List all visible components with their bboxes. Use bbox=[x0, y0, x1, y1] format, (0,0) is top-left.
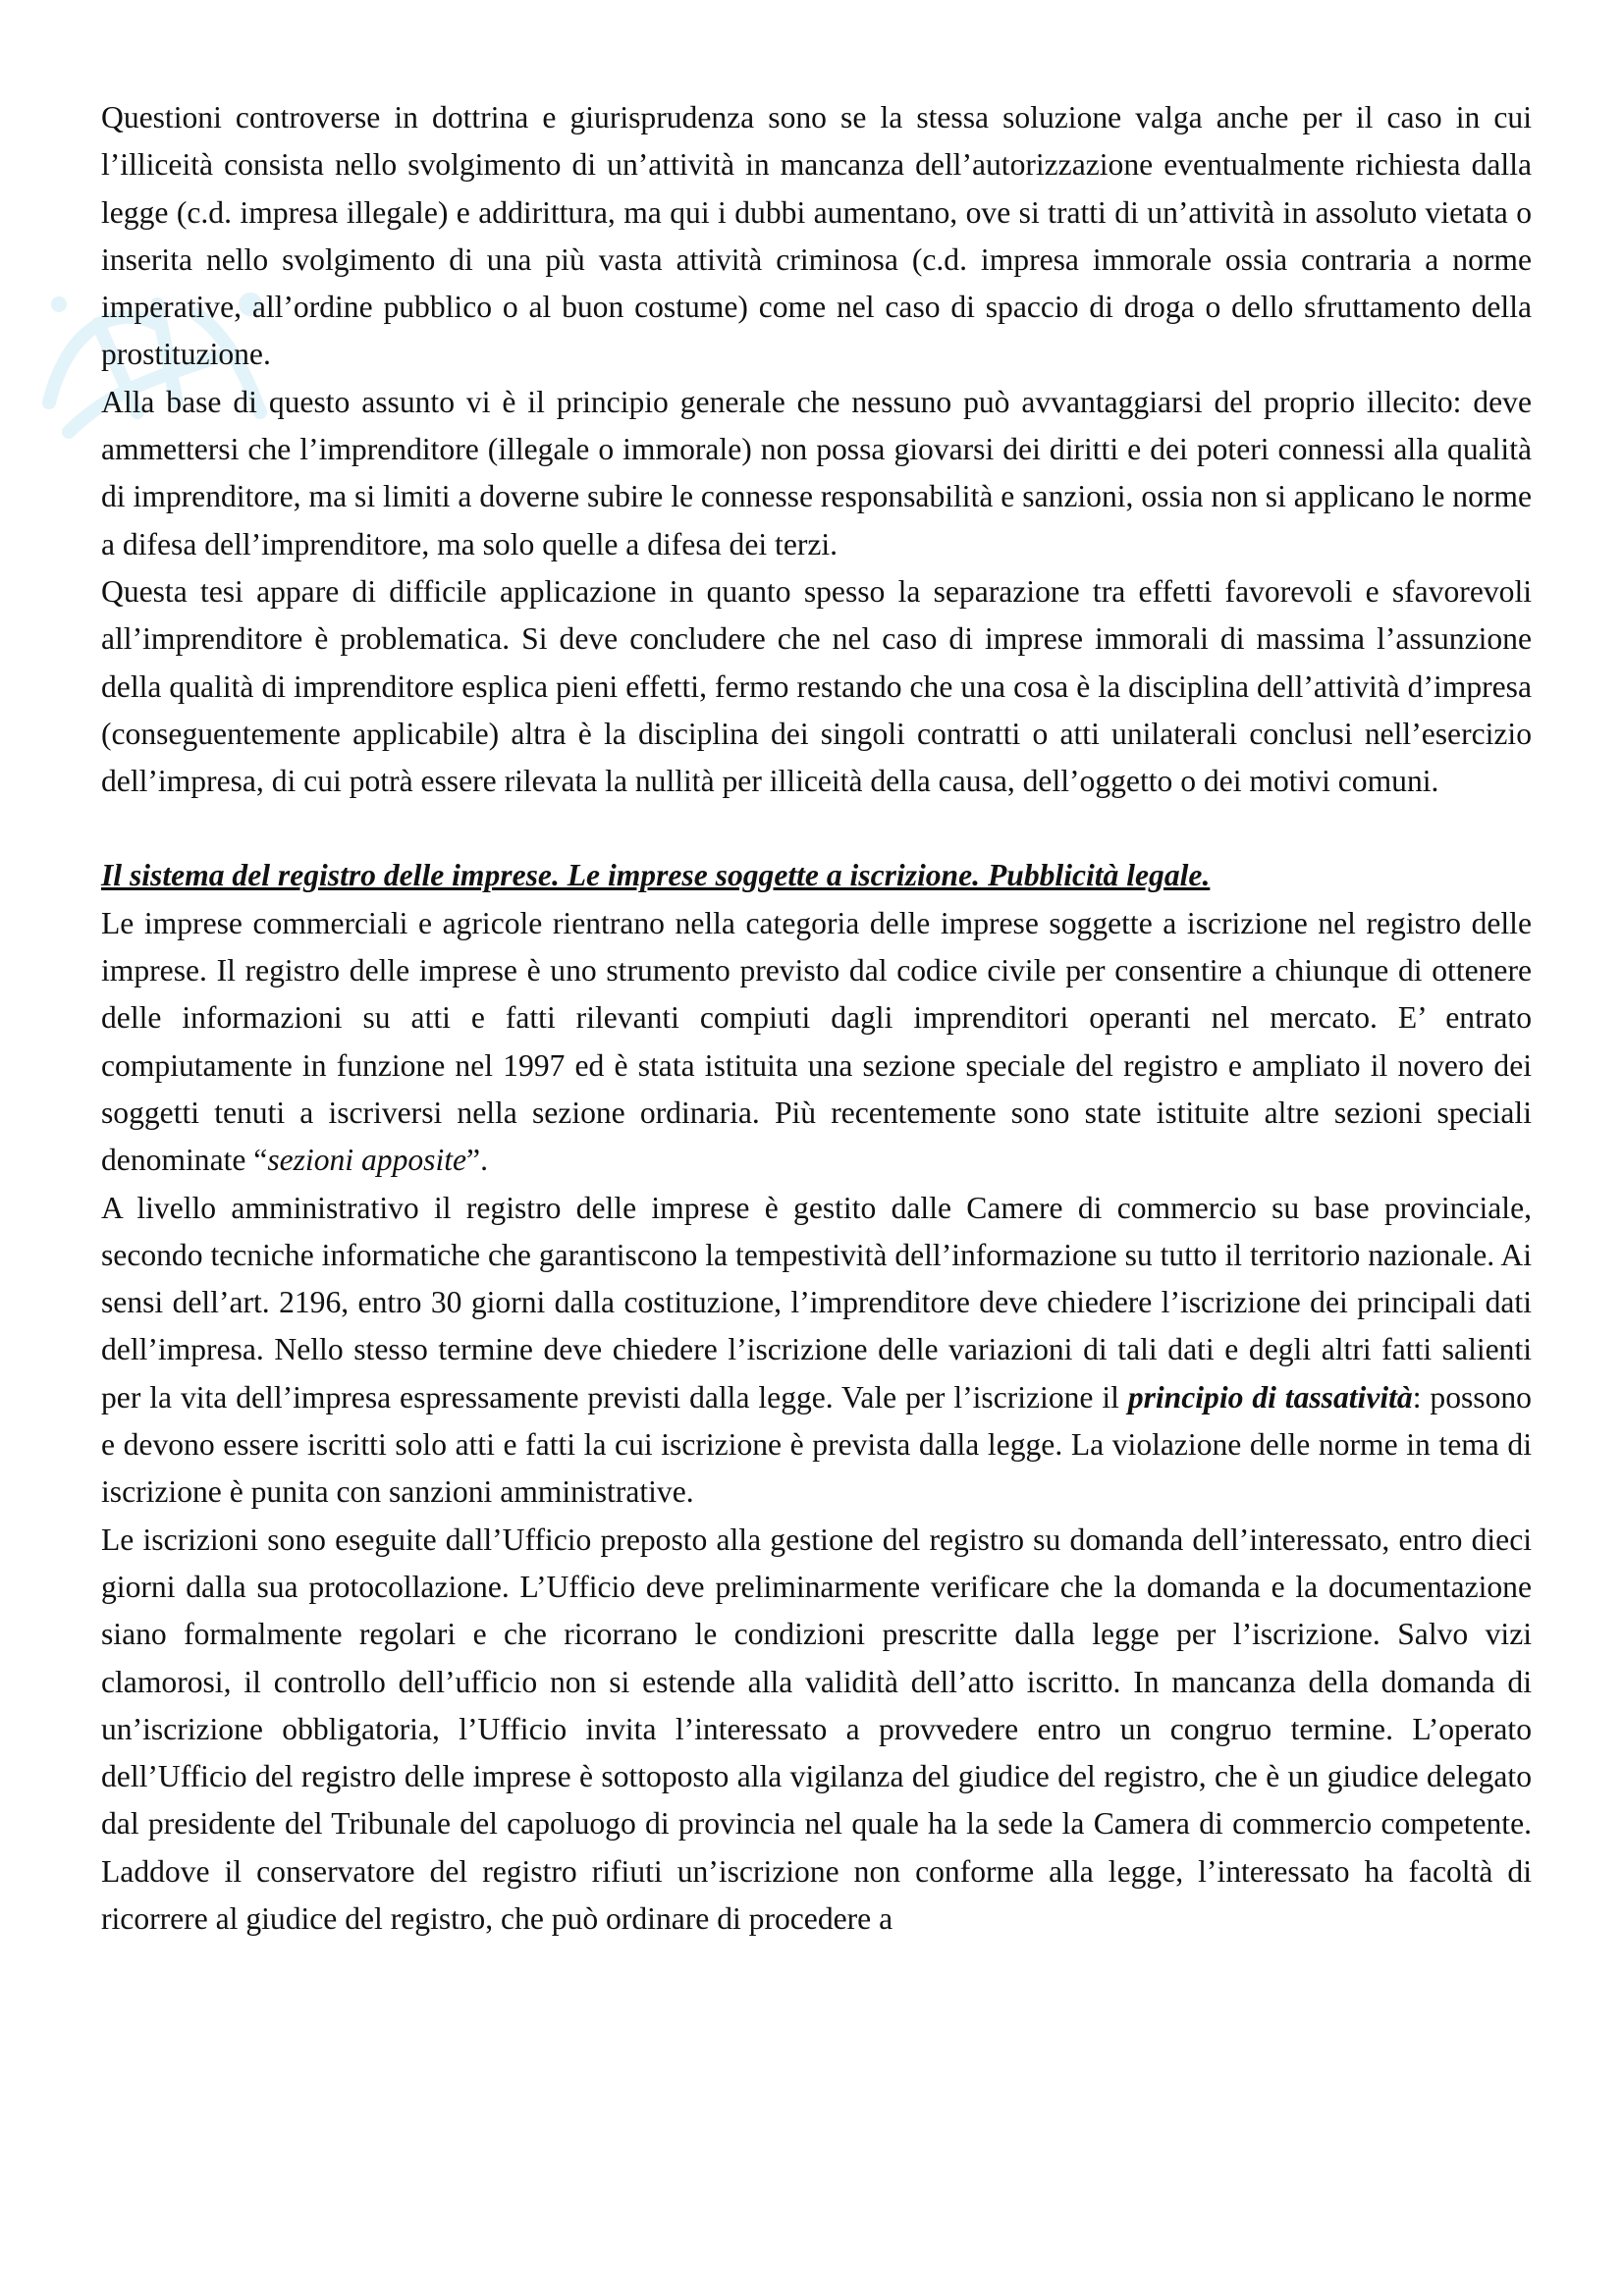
section-paragraph-1-text: Le imprese commerciali e agricole rientrano nella categoria delle imprese soggette a iscrizione nel registro delle imprese. Il registro delle imprese è uno strumento previsto dal codice civile per consentire a chiunque di ottenere delle informazioni su atti e fatti rilevanti compiuti dagli imprenditori operanti nel mercato. E’ entrato compiutamente in funzione nel 1997 ed è stata istituita una sezione speciale del registro e ampliato il novero dei soggetti tenuti a iscriversi nella sezione ordinaria. Più recentemente sono state istituite altre sezioni speciali denominate “ bbox=[101, 905, 1532, 1178]
section-paragraph-2-emphasis: principio di tassatività bbox=[1127, 1379, 1413, 1415]
section-paragraph-1-end: ”. bbox=[466, 1143, 488, 1178]
section-paragraph-3: Le iscrizioni sono eseguite dall’Ufficio preposto alla gestione del registro su domanda dell’interessato, entro dieci giorni dalla sua protocollazione. L’Ufficio deve preliminarmente verificare che la domanda e la documentazione siano formalmente regolari e che ricorrano le condizioni prescritte dalla legge per l’iscrizione. Salvo vizi clamorosi, il controllo dell’ufficio non si estende alla validità dell’atto iscritto. In mancanza della domanda di un’iscrizione obbligatoria, l’Ufficio invita l’interessato a provvedere entro un congruo termine. L’operato dell’Ufficio del registro delle imprese è sottoposto alla vigilanza del giudice del registro, che è un giudice delegato dal presidente del Tribunale del capoluogo di provincia nel quale ha la sede la Camera di commercio competente. Laddove il conservatore del registro rifiuti un’iscrizione non conforme alla legge, l’interessato ha facoltà di ricorrere al giudice del registro, che può ordinare di procedere a bbox=[101, 1522, 1532, 1936]
section-paragraph-1-italic: sezioni apposite bbox=[267, 1143, 467, 1178]
paragraph-1: Questioni controverse in dottrina e giurisprudenza sono se la stessa soluzione valga anche per il caso in cui l’illiceità consista nello svolgimento di un’attività in mancanza dell’autorizzazione eventualmente richiesta dalla legge (c.d. impresa illegale) e addirittura, ma qui i dubbi aumentano, ove si tratti di un’attività in assoluto vietata o inserita nello svolgimento di una più vasta attività criminosa (c.d. impresa immorale ossia contraria a norme imperative, all’ordine pubblico o al buon costume) come nel caso di spaccio di droga o dello sfruttamento della prostituzione. bbox=[101, 100, 1532, 372]
section-paragraph-2-end: : possono e devono essere iscritti solo atti e fatti la cui iscrizione è prevista dalla legge. La violazione delle norme in tema di iscrizione è punita con sanzioni amministrative. bbox=[101, 1379, 1532, 1510]
section-paragraph-1 bbox=[101, 900, 1532, 1185]
section-heading: Il sistema del registro delle imprese. Le imprese soggette a iscrizione. Pubblicità legale. bbox=[101, 858, 1211, 893]
section-paragraph-2-text: A livello amministrativo il registro delle imprese è gestito dalle Camere di commercio su base provinciale, secondo tecniche informatiche che garantiscono la tempestività dell’informazione su tutto il territorio nazionale. Ai sensi dell’art. 2196, entro 30 giorni dalla costituzione, l’imprenditore deve chiedere l’iscrizione dei principali dati dell’impresa. Nello stesso termine deve chiedere l’iscrizione delle variazioni di tali dati e degli altri fatti salienti per la vita dell’impresa espressamente previsti dalla legge. Vale per l’iscrizione il bbox=[101, 1190, 1532, 1415]
paragraph-3: Questa tesi appare di difficile applicazione in quanto spesso la separazione tra effetti favorevoli e sfavorevoli all’imprenditore è problematica. Si deve concludere che nel caso di imprese immorali di massima l’assunzione della qualità di imprenditore esplica pieni effetti, fermo restando che una cosa è la disciplina dell’attività d’impresa (conseguentemente applicabile) altra è la disciplina dei singoli contratti o atti unilaterali conclusi nell’esercizio dell’impresa, di cui potrà essere rilevata la nullità per illiceità della causa, dell’oggetto o dei motivi comuni. bbox=[101, 573, 1532, 799]
paragraph-2: Alla base di questo assunto vi è il principio generale che nessuno può avvantaggiarsi del proprio illecito: deve ammettersi che l’imprenditore (illegale o immorale) non possa giovarsi dei diritti e dei poteri connessi alla qualità di imprenditore, ma si limiti a doverne subire le connesse responsabilità e sanzioni, ossia non si applicano le norme a difesa dell’imprenditore, ma solo quelle a difesa dei terzi. bbox=[101, 384, 1532, 561]
document-page bbox=[101, 94, 1532, 1943]
section-paragraph-2 bbox=[101, 1185, 1532, 1517]
